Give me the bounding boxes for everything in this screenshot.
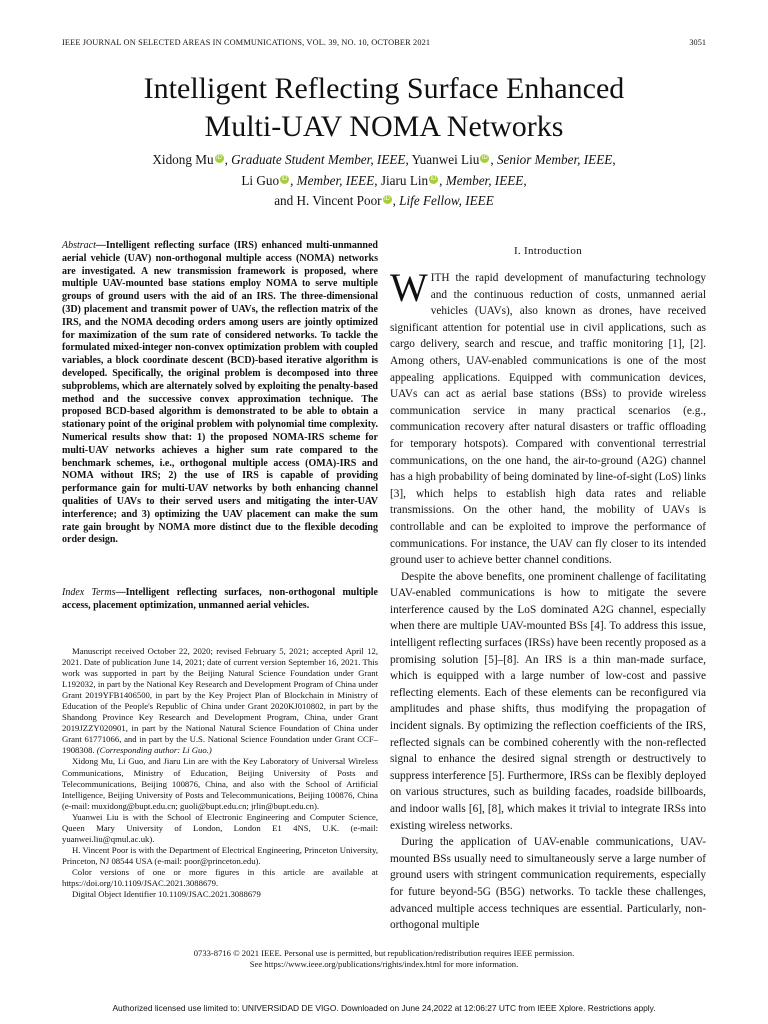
footnote-manuscript: Manuscript received October 22, 2020; revised February 5, 2021; accepted April 12, 2021. Date of publication June 14, 2021; date of current version September 16, 2021. This work was supported in part by the Beijing Natural Science Foundation under Grant L192032, in part by the National Key Research and Development Program of China under Grant 2019YFB1406500, in part by the Key Project Plan of Blockchain in Ministry of Education of the People's Republic of China under Grant 2020KJ010802, in part by the Shandong Province Key Research and Development Program, China, under Grant 2019JZZY020901, in part by the National Natural Science Foundation of China under Grant 61771066, and in part by the U.S. National Science Foundation under Grant CCF–1908308. (Corresponding author: Li Guo.) — [62, 646, 378, 756]
author-line-3: and H. Vincent Poor iD , Life Fellow, IEEE — [274, 193, 494, 208]
intro-paragraph: Despite the above benefits, one prominent challenge of facilitating UAV-enabled communications is how to mitigate the severe interference caused by the LoS dominated A2G channel, especially when there are multiple UAV-mounted BSs [4]. To address this issue, intelligent reflecting surfaces (IRSs) have been recently proposed as a promising solution [5]–[8]. An IRS is a thin man-made surface, which is equipped with a large number of low-cost and passive reflecting elements. Each of these elements can be reconfigured via amplitudes and phase shifts, thus modifying the propagation of incident signals. By optimizing the reflection coefficients of the IRS, reflected signals can be combined coherently with the non-reflected signal to enhance the desired signal strength or destructively to suppress interference [5]. Furthermore, IRSs can be flexibly deployed on various structures, such as building facades, roadside billboards, and indoor walls [6], [8], which makes it trivial to integrate IRSs into existing wireless networks. — [390, 570, 706, 832]
index-terms — [62, 587, 378, 613]
title-line-2: Multi-UAV NOMA Networks — [204, 110, 564, 143]
index-terms-text: —Intelligent reflecting surfaces, non-orthogonal multiple access, placement optimization, unmanned aerial vehicles. — [62, 587, 378, 611]
intro-paragraph: WITH the rapid development of manufacturing technology and the continuous reduction of costs, unmanned aerial vehicles (UAVs), also known as drones, have received significant attention for potential use in civil applications, such as cargo delivery, search and rescue, and traffic monitoring [1], [2]. Among others, UAV-enabled communications is one of the most appealing applications. Equipped with communication devices, UAVs can act as aerial base stations (BSs) to provide wireless communication service in many practical scenarios (e.g., communication recovery after natural disasters or traffic offloading for temporary hotspots). Compared with conventional terrestrial communications, on the one hand, the air-to-ground (A2G) channel has a high probability of being dominated by line-of-sight (LoS) links [3], which helps to establish high data rates and reliable transmissions. On the other hand, the mobility of UAVs is controllable and can be exploited to improve the performance of communications. For instance, the UAV can fly closer to its intended ground user to achieve better channel conditions. — [390, 265, 706, 567]
orcid-icon[interactable]: iD — [430, 175, 437, 182]
orcid-icon[interactable]: iD — [482, 154, 488, 161]
author-line-2: Li Guo iD , Member, IEEE, Jiaru Lin iD , Member, IEEE, — [241, 173, 527, 188]
orcid-icon[interactable]: iD — [216, 154, 222, 161]
title-line-1: Intelligent Reflecting Surface Enhanced — [143, 72, 625, 105]
abstract-label: Abstract — [62, 240, 96, 251]
author-role: Member, IEEE — [445, 173, 524, 188]
abstract — [62, 240, 378, 547]
orcid-icon[interactable]: iD — [281, 175, 288, 182]
introduction-body — [390, 265, 706, 934]
author-line-1: Xidong Mu iD , Graduate Student Member, IEEE, Yuanwei Liu iD , Senior Member, IEEE, — [152, 152, 616, 167]
index-terms-label: Index Terms — [62, 587, 116, 598]
page-number: 3051 — [689, 38, 706, 47]
copyright-line-1: 0733-8716 © 2021 IEEE. Personal use is permitted, but republication/redistribution requires IEEE permission. — [193, 948, 575, 958]
author-role: Graduate Student Member, IEEE — [231, 152, 406, 167]
author-name: Jiaru Lin — [380, 173, 429, 188]
footnotes — [62, 646, 378, 900]
section-heading: I. Introduction — [513, 245, 583, 257]
orcid-icon[interactable]: iD — [384, 195, 390, 202]
copyright-notice — [0, 948, 768, 970]
author-name: and H. Vincent Poor — [274, 193, 382, 208]
author-role: Member, IEEE — [296, 173, 375, 188]
intro-paragraph: During the application of UAV-enable communications, UAV-mounted BSs usually need to simultaneously serve a large number of ground users with stringent communication requirements, especially for future beyond-5G (B5G) networks. To tackle these challenges, advanced multiple access techniques are essential. Particularly, non-orthogonal multiple — [390, 836, 706, 932]
drop-cap: W — [390, 265, 428, 310]
author-name: Yuanwei Liu — [411, 152, 480, 167]
author-role: Senior Member, IEEE — [496, 152, 613, 167]
running-header: IEEE JOURNAL ON SELECTED AREAS IN COMMUNICATIONS, VOL. 39, NO. 10, OCTOBER 2021 — [62, 38, 431, 47]
footnote-affiliation: Yuanwei Liu is with the School of Electronic Engineering and Computer Science, Queen Mary University of London, London E1 4NS, U.K. (e-mail: yuanwei.liu@qmul.ac.uk). — [62, 811, 378, 844]
author-role: Life Fellow, IEEE — [399, 193, 494, 208]
authorization-notice: Authorized licensed use limited to: UNIVERSIDAD DE VIGO. Downloaded on June 24,2022 at 12:06:27 UTC from IEEE Xplore. Restrictions apply. — [112, 1003, 656, 1013]
copyright-line-2: See https://www.ieee.org/publications/rights/index.html for more information. — [249, 959, 519, 969]
footnote-color-versions: Color versions of one or more figures in this article are available at https://doi.org/10.1109/JSAC.2021.3088679. — [62, 866, 378, 888]
footnote-affiliation: Xidong Mu, Li Guo, and Jiaru Lin are with the Key Laboratory of Universal Wireless Communications, Ministry of Education, Beijing University of Posts and Telecommunications, Beijing 100876, China, and also with the School of Artificial Intelligence, Beijing University of Posts and Telecommunications, Beijing 100876, China (e-mail: muxidong@bupt.edu.cn; guoli@bupt.edu.cn; jrlin@bupt.edu.cn). — [62, 756, 378, 811]
footnote-doi: Digital Object Identifier 10.1109/JSAC.2021.3088679 — [72, 889, 261, 900]
footnote-affiliation: H. Vincent Poor is with the Department of Electrical Engineering, Princeton University, Princeton, NJ 08544 USA (e-mail: poor@princeton.edu). — [62, 844, 378, 866]
abstract-text: —Intelligent reflecting surface (IRS) enhanced multi-unmanned aerial vehicle (UAV) non-orthogonal multiple access (NOMA) networks are investigated. A new transmission framework is proposed, where multiple UAV-mounted base stations employ NOMA to serve multiple groups of ground users with the aid of an IRS. The three-dimensional (3D) placement and transmit power of UAVs, the reflection matrix of the IRS, and the NOMA decoding orders among users are jointly optimized for maximization of the sum rate of considered networks. To tackle the formulated mixed-integer non-convex optimization problem with coupled variables, a block coordinate descent (BCD)-based iterative algorithm is developed. Specifically, the original problem is decomposed into three subproblems, which are alternately solved by exploiting the penalty-based method and the successive convex approximation technique. The proposed BCD-based algorithm is demonstrated to be able to obtain a stationary point of the original problem with polynomial time complexity. Numerical results show that: 1) the proposed NOMA-IRS scheme for multi-UAV networks achieves a higher sum rate compared to the benchmark schemes, i.e., orthogonal multiple access (OMA)-IRS and NOMA without IRS; 2) the use of IRS is capable of providing performance gain for multi-UAV networks by both enhancing channel qualities of UAVs to their served users and mitigating the inter-UAV interference; and 3) optimizing the UAV placement can make the sum rate gain brought by NOMA more distinct due to the flexible decoding order design. — [62, 240, 378, 546]
corresponding-author: (Corresponding author: Li Guo.) — [96, 745, 212, 756]
paper-title — [0, 70, 768, 146]
author-name: Li Guo — [241, 173, 280, 188]
author-name: Xidong Mu — [152, 152, 214, 167]
